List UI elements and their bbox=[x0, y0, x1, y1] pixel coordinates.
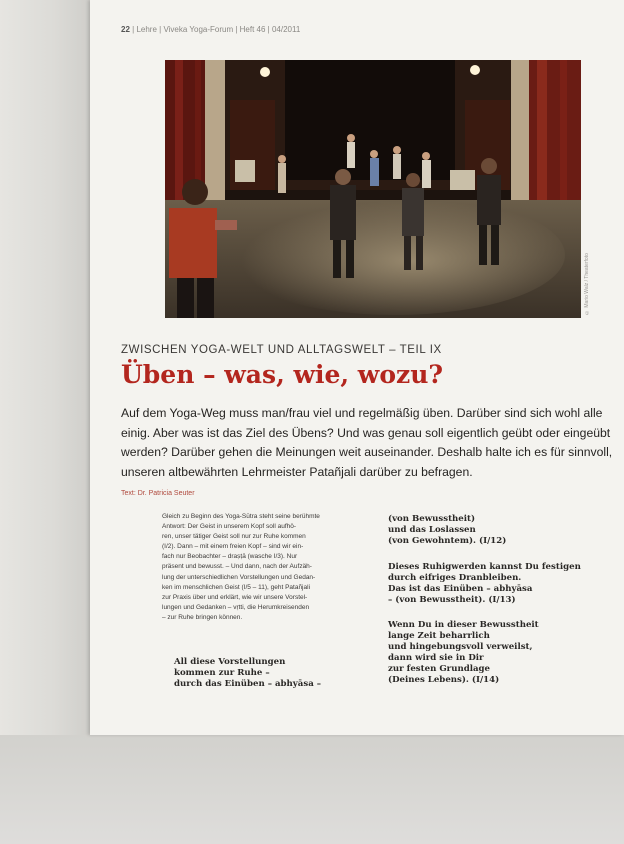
body-line: ken im menschlichen Geist (I/5 – 11), geht Patañjali bbox=[162, 583, 311, 591]
author-byline: Text: Dr. Patricia Seuter bbox=[121, 490, 195, 497]
body-line: fach nur Beobachter – draṣṭā (wasche I/3). Nur bbox=[162, 553, 298, 561]
intro-line: Auf dem Yoga-Weg muss man/frau viel und regelmäßig üben. Darüber sind sich wohl alle bbox=[121, 406, 603, 420]
quote-line: lange Zeit beharrlich bbox=[388, 631, 490, 642]
quote-line: dann wird sie in Dir bbox=[388, 653, 484, 664]
quote-line: (von Gewohntem). (I/12) bbox=[388, 536, 507, 547]
scan-background-bottom bbox=[0, 735, 624, 844]
page-number: 22 bbox=[121, 25, 130, 34]
photo-credit: © Mario Walz / Theaterfoto bbox=[584, 253, 590, 315]
quote-line: Wenn Du in dieser Bewusstheit bbox=[388, 620, 539, 630]
sutra-quote-2 bbox=[388, 514, 603, 547]
article-intro bbox=[121, 404, 621, 482]
article-headline: Üben – was, wie, wozu? bbox=[121, 360, 444, 389]
stage-yoga-photo bbox=[165, 60, 581, 318]
quote-line: kommen zur Ruhe – bbox=[174, 668, 270, 678]
quote-line: Das ist das Einüben – abhyāsa bbox=[388, 584, 533, 595]
header-section: Lehre bbox=[136, 25, 157, 34]
quote-line: und hingebungsvoll verweilst, bbox=[388, 642, 533, 653]
quote-line: (Deines Lebens). (I/14) bbox=[388, 675, 500, 686]
body-column-left bbox=[162, 512, 352, 623]
intro-line: werden? Darüber gehen die Meinungen weit auseinander. Deshalb halte ich es für sinnvoll, bbox=[121, 445, 613, 460]
quote-line: All diese Vorstellungen bbox=[174, 657, 286, 667]
quote-line: zur festen Grundlage bbox=[388, 664, 491, 675]
scan-background-left bbox=[0, 0, 90, 844]
body-line: zur Praxis über und erklärt, wie wir unsere Vorstel- bbox=[162, 593, 308, 601]
body-line: Gleich zu Beginn des Yoga-Sūtra steht seine berühmte bbox=[162, 513, 320, 520]
sutra-quote-3 bbox=[388, 562, 603, 606]
body-line: lung der unterschiedlichen Vorstellungen und Gedan- bbox=[162, 573, 316, 581]
magazine-page bbox=[90, 0, 624, 735]
quote-line: – (von Bewusstheit). (I/13) bbox=[388, 595, 516, 606]
header-rest: | Viveka Yoga-Forum | Heft 46 | 04/2011 bbox=[159, 25, 301, 34]
article-kicker: ZWISCHEN YOGA-WELT UND ALLTAGSWELT – TEIL IX bbox=[121, 344, 442, 356]
body-line: Antwort: Der Geist in unserem Kopf soll aufhö- bbox=[162, 523, 297, 531]
body-line: lungen und Gedanken – vṛtti, die Herumkreisenden bbox=[162, 603, 310, 611]
body-line: – zur Ruhe bringen können. bbox=[162, 613, 243, 621]
quote-line: durch eifriges Dranbleiben. bbox=[388, 573, 522, 584]
header-separator: | bbox=[132, 25, 137, 34]
body-line: präsent und bewusst. – Und dann, nach der Aufzäh- bbox=[162, 563, 312, 571]
quote-line: durch das Einüben – abhyāsa – bbox=[174, 679, 322, 689]
quote-line: Dieses Ruhigwerden kannst Du festigen bbox=[388, 562, 581, 572]
body-line: ren, unser tätiger Geist soll nur zur Ruhe kommen bbox=[162, 533, 306, 541]
quote-line: und das Loslassen bbox=[388, 525, 476, 536]
intro-line: unseren altbewährten Lehrmeister Patañjali darüber zu befragen. bbox=[121, 464, 473, 479]
sutra-quote-4 bbox=[388, 620, 603, 687]
intro-line: einig. Aber was ist das Ziel des Übens? Und was genau soll eigentlich geübt oder eingeübt bbox=[121, 425, 611, 440]
sutra-quote-1 bbox=[174, 657, 354, 690]
quote-line: (von Bewusstheit) bbox=[388, 514, 476, 524]
body-line: (I/2). Dann – mit einem freien Kopf – sind wir ein- bbox=[162, 543, 304, 551]
running-header bbox=[121, 25, 300, 34]
